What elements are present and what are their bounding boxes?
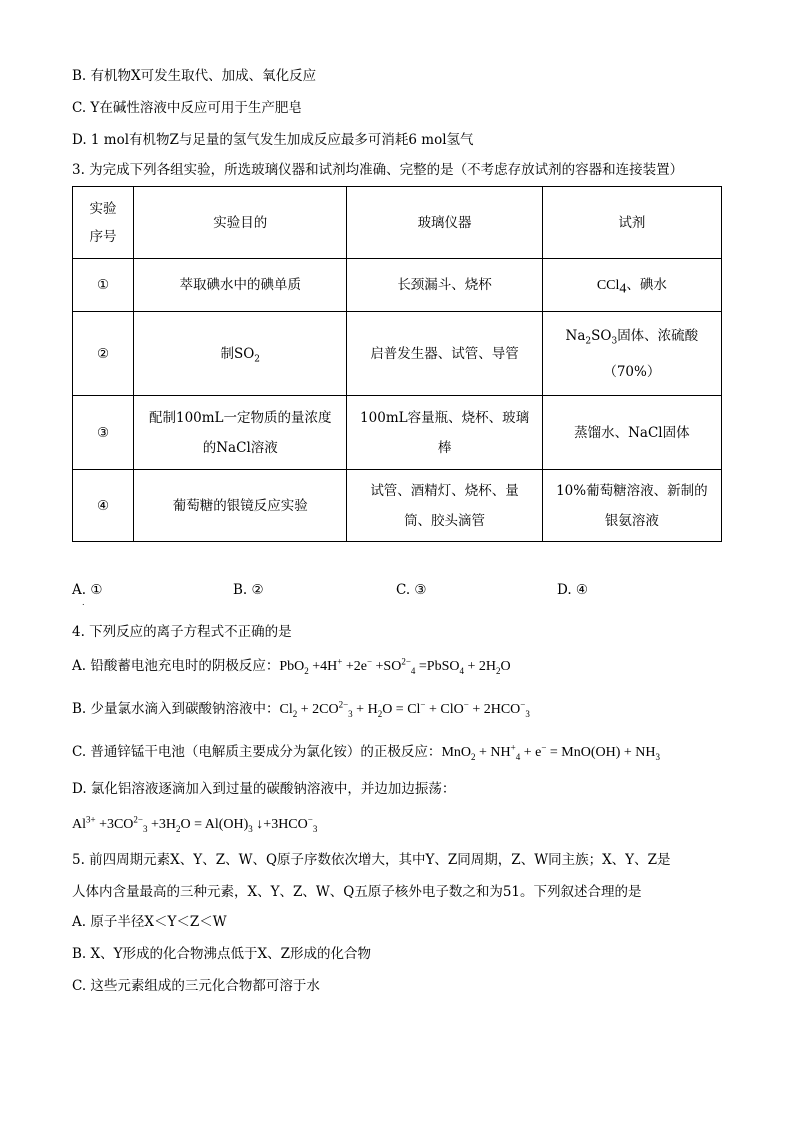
q3-stem: 3. 为完成下列各组实验，所选玻璃仪器和试剂均准确、完整的是（不考虑存放试剂的容器和连接装置） [72, 162, 684, 178]
row4-no: ④ [73, 470, 134, 542]
q4-d-equation: $Al^{3+} +3CO^{2-}_3 +3H_2O = Al(OH)_3$ $↓+3HCO^-_3$ [72, 814, 318, 834]
q5-option-c: C. 这些元素组成的三元化合物都可溶于水 [72, 978, 320, 994]
row3-reagent: 蒸馏水、NaCl固体 [542, 396, 721, 470]
row2-no: ② [73, 312, 134, 396]
q3-option-a: A. ① [72, 582, 103, 598]
q5-option-a: A. 原子半径X＜Y＜Z＜W [72, 914, 227, 930]
row2-reagent: $Na_2SO_3$固体、浓硫酸 （70%） [542, 312, 721, 396]
q4-option-c [72, 742, 660, 763]
row1-glass: 长颈漏斗、烧杯 [347, 259, 542, 312]
table-row [73, 470, 722, 542]
q5-stem-line2: 人体内含量最高的三种元素，X、Y、Z、W、Q五原子核外电子数之和为51。下列叙述合理的是 [72, 884, 642, 900]
q3-option-b: B. ② [233, 582, 264, 598]
header-glass: 玻璃仪器 [347, 187, 542, 259]
q4-a-equation: $PbO_2 +4H^+ +2e^- +SO^{2-}_4$ =PbSO$_4$ + $2H_2O$ [279, 656, 511, 676]
row4-glass: 试管、酒精灯、烧杯、量 筒、胶头滴管 [347, 470, 542, 542]
row2-aim: 制$SO_2$ [134, 312, 347, 396]
row1-reagent: CCl$_4$、碘水 [542, 259, 721, 312]
table-row [73, 312, 722, 396]
q5-stem-line1: 5. 前四周期元素X、Y、Z、W、Q原子序数依次增大，其中Y、Z同周期，Z、W同主族；X、Y、Z是 [72, 852, 671, 868]
table-header-row [73, 187, 722, 259]
header-aim: 实验目的 [134, 187, 347, 259]
row1-aim: 萃取碘水中的碘单质 [134, 259, 347, 312]
q4-option-b [72, 699, 530, 720]
q4-option-d: D. 氯化铝溶液逐滴加入到过量的碳酸钠溶液中，并边加边振荡： [72, 781, 456, 797]
row3-no: ③ [73, 396, 134, 470]
q5-option-b: B. X、Y形成的化合物沸点低于X、Z形成的化合物 [72, 946, 372, 962]
q4-c-label: C. 普通锌锰干电池（电解质主要成分为氯化铵）的正极反应： [72, 744, 442, 760]
table-row [73, 259, 722, 312]
q2-option-c: C. Y在碱性溶液中反应可用于生产肥皂 [72, 100, 302, 116]
q4-b-equation: $Cl_2 + 2CO^{2-}_3 + H_2O = Cl^- + ClO^- + 2HCO^-_3$ [279, 699, 530, 719]
row4-aim: 葡萄糖的银镜反应实验 [134, 470, 347, 542]
row4-reagent: 10%葡萄糖溶液、新制的 银氨溶液 [542, 470, 721, 542]
header-reagent: 试剂 [542, 187, 721, 259]
table-row [73, 396, 722, 470]
dot-mark: . [82, 598, 85, 607]
experiment-table [72, 186, 722, 542]
q2-option-d: D. 1 mol有机物Z与足量的氢气发生加成反应最多可消耗6 mol氢气 [72, 132, 474, 148]
row3-glass: 100mL容量瓶、烧杯、玻璃 棒 [347, 396, 542, 470]
header-no: 实验序号 [73, 187, 134, 259]
q2-option-b: B. 有机物X可发生取代、加成、氧化反应 [72, 68, 317, 84]
q4-option-a [72, 656, 511, 677]
row2-glass: 启普发生器、试管、导管 [347, 312, 542, 396]
row3-aim: 配制100mL一定物质的量浓度 的NaCl溶液 [134, 396, 347, 470]
q4-stem: 4. 下列反应的离子方程式不正确的是 [72, 624, 292, 640]
q4-b-label: B. 少量氯水滴入到碳酸钠溶液中： [72, 701, 280, 717]
q3-option-d: D. ④ [557, 582, 589, 598]
q4-a-label: A. 铅酸蓄电池充电时的阴极反应： [72, 658, 280, 674]
q4-c-equation: $MnO_2 + NH^+_4 + e^- = MnO(OH) + NH_3$ [441, 742, 661, 762]
row1-no: ① [73, 259, 134, 312]
q3-option-c: C. ③ [396, 582, 427, 598]
